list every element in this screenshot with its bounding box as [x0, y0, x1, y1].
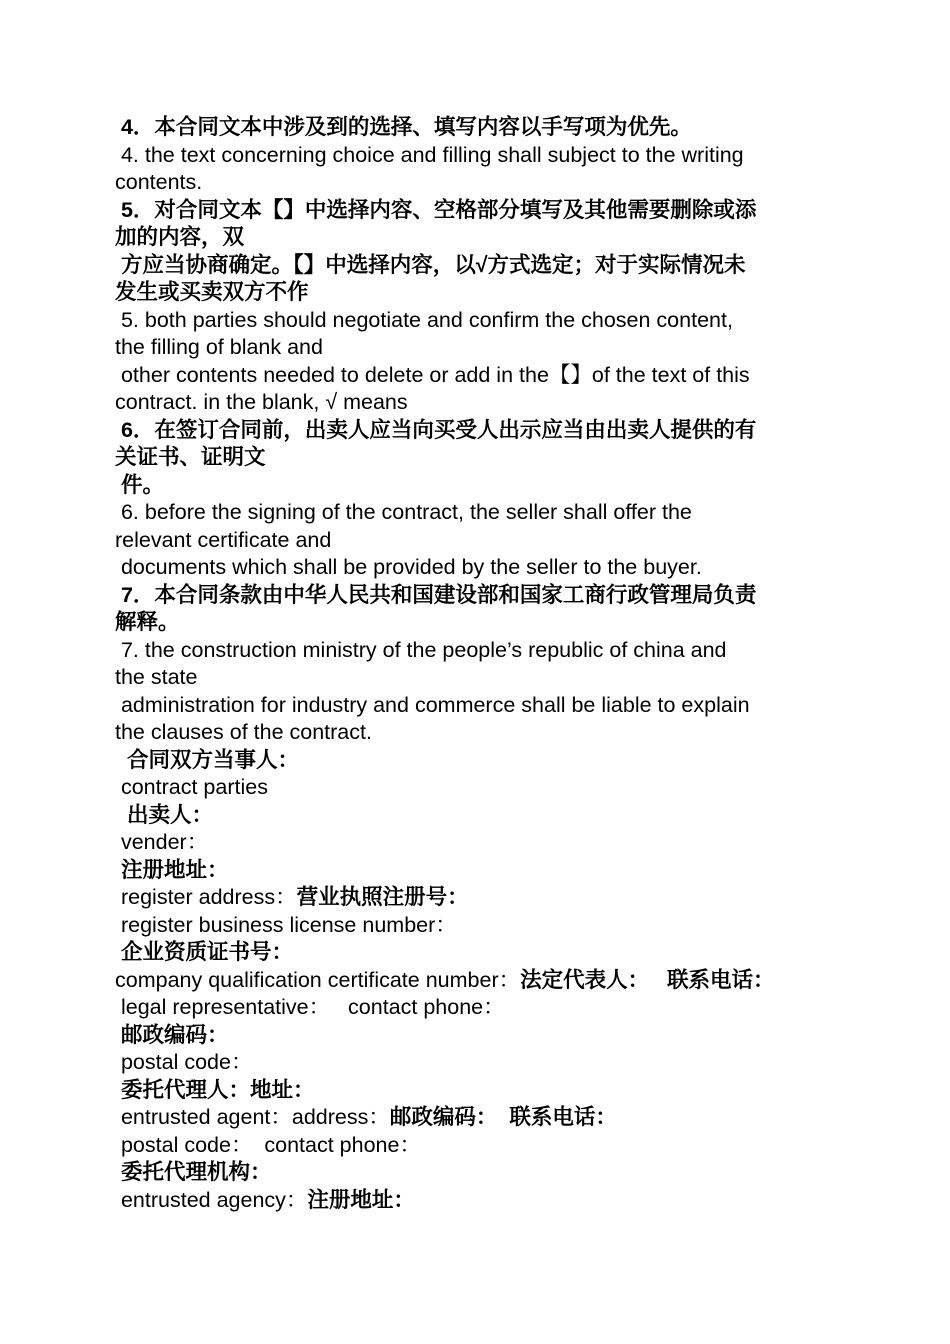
parties-heading-cn: 合同双方当事人： [115, 747, 299, 772]
clause-line: 加的内容，双 [115, 225, 245, 249]
qualification-cert-row [115, 967, 835, 995]
clause-line: documents which shall be provided by the seller to the buyer. [115, 555, 702, 579]
parties-heading-en: contract parties [115, 775, 268, 799]
clause-line: 5．对合同文本【】中选择内容、空格部分填写及其他需要删除或添 [115, 197, 757, 222]
entrusted-agency-label-en: entrusted agency： [115, 1187, 308, 1212]
seller-label-cn: 出卖人： [115, 802, 213, 827]
agent-phone-label-cn: 联系电话： [497, 1105, 617, 1129]
clause-line: contents. [115, 170, 203, 194]
agency-address-label-cn: 注册地址： [307, 1187, 415, 1212]
entrusted-agent-row [115, 1104, 835, 1132]
clause-line: 方应当协商确定。【】中选择内容，以√方式选定；对于实际情况未 [115, 252, 746, 277]
contract-clauses [115, 114, 835, 747]
register-address-label-en: register address： [115, 885, 297, 909]
clause-line: 5. both parties should negotiate and confirm the chosen content, [115, 307, 733, 332]
entrusted-agency-label-cn: 委托代理机构： [115, 1160, 272, 1184]
seller-label-en: vender： [115, 830, 209, 854]
clause-line: 6. before the signing of the contract, the seller shall offer the [115, 500, 692, 524]
clause-line: 关证书、证明文 [115, 445, 266, 469]
license-number-label-cn: 营业执照注册号： [296, 885, 469, 909]
clause-line: the filling of blank and [115, 335, 323, 359]
clause-line: 发生或买卖双方不作 [115, 280, 309, 304]
clause-line: contract. in the blank, √ means [115, 390, 408, 414]
clause-line: other contents needed to delete or add in the【】of the text of this [115, 362, 750, 387]
agent-postal-label-cn: 邮政编码： [389, 1105, 498, 1129]
contact-phone-label-cn: 联系电话： [649, 967, 775, 992]
clause-line: 4．本合同文本中涉及到的选择、填写内容以手写项为优先。 [115, 115, 692, 139]
clause-line: 解释。 [115, 610, 180, 634]
qualification-cert-label-cn: 企业资质证书号： [115, 940, 293, 964]
clause-line: the state [115, 665, 198, 689]
contract-parties [115, 747, 835, 1215]
legal-rep-phone-label-en: legal representative： contact phone： [115, 995, 505, 1019]
postal-code-label-en: postal code： [115, 1050, 253, 1074]
contract-page [115, 114, 835, 1214]
license-number-label-en: register business license number： [115, 912, 457, 937]
clause-line: 7．本合同条款由中华人民共和国建设部和国家工商行政管理局负责 [115, 582, 757, 607]
postal-code-label-cn: 邮政编码： [115, 1022, 229, 1047]
clause-line: 件。 [115, 472, 164, 497]
clause-line: relevant certificate and [115, 527, 332, 552]
qualification-cert-label-en: company qualification certificate number： [115, 967, 521, 992]
register-address-row [115, 884, 835, 912]
clause-line: the clauses of the contract. [115, 720, 372, 744]
entrusted-agent-label-cn: 委托代理人：地址： [115, 1077, 315, 1102]
legal-rep-label-cn: 法定代表人： [520, 967, 650, 992]
clause-line: 7. the construction ministry of the people’s republic of china and [115, 637, 727, 662]
agent-postal-phone-label-en: postal code： contact phone： [115, 1132, 421, 1157]
clause-line: 4. the text concerning choice and filling shall subject to the writing [115, 142, 744, 167]
clause-line: 6．在签订合同前，出卖人应当向买受人出示应当由出卖人提供的有 [115, 417, 757, 442]
entrusted-agency-row [115, 1187, 835, 1215]
clause-line: administration for industry and commerce shall be liable to explain [115, 692, 750, 717]
entrusted-agent-label-en: entrusted agent：address： [115, 1105, 390, 1129]
register-address-label-cn: 注册地址： [115, 857, 229, 882]
